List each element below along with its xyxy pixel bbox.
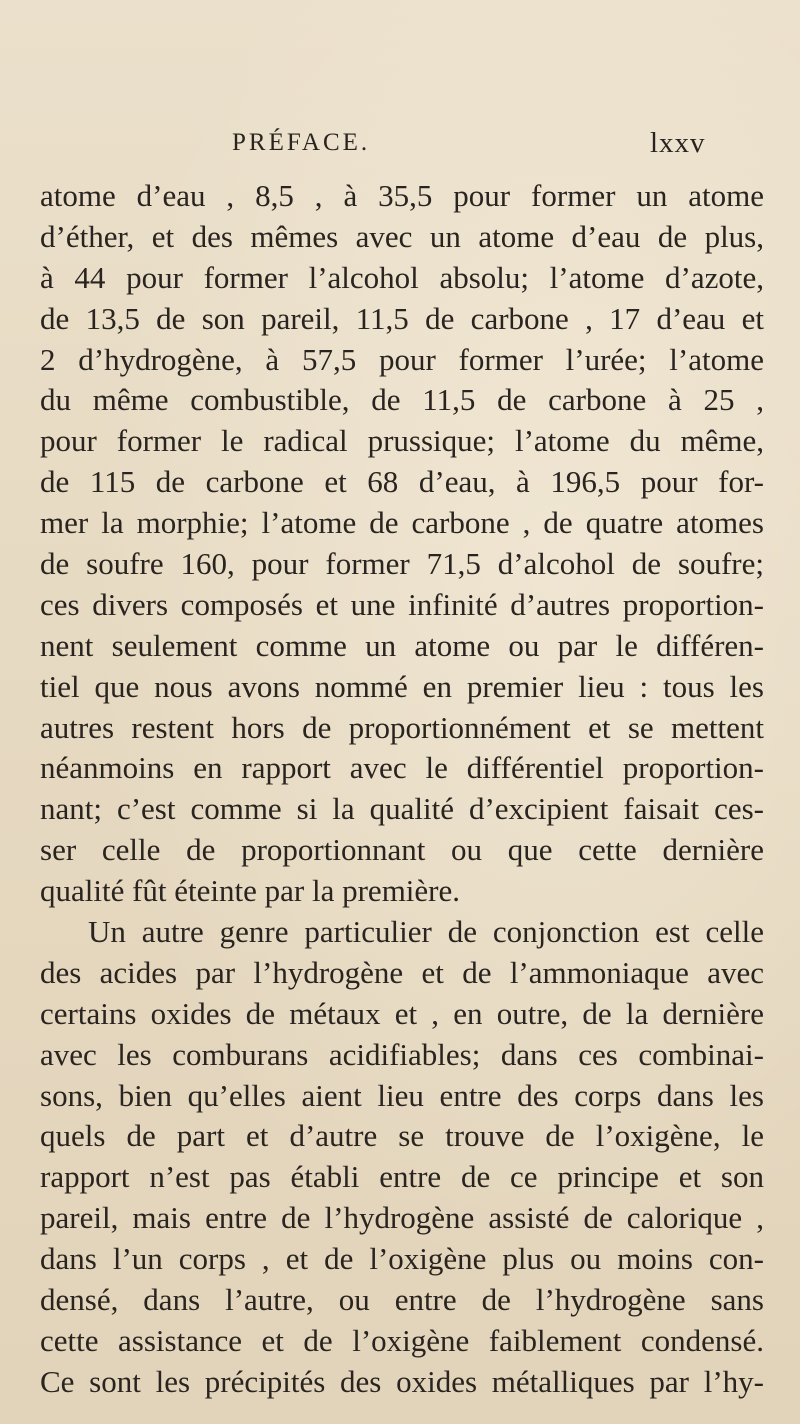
text-line: ser celle de proportionnant ou que cette dernière: [40, 832, 764, 868]
text-line: atome d’eau , 8,5 , à 35,5 pour former un atome: [40, 178, 764, 213]
text-line: densé, dans l’autre, ou entre de l’hydrogène sans: [40, 1282, 764, 1318]
text-line: cette assistance et de l’oxigène faiblement condensé.: [40, 1322, 764, 1358]
text-line: pareil, mais entre de l’hydrogène assisté de calorique ,: [40, 1200, 764, 1236]
text-line: du même combustible, de 11,5 de carbone à 25 ,: [40, 382, 764, 418]
text-line: mer la morphie; l’atome de carbone , de quatre atomes: [40, 505, 764, 541]
text-line: de 115 de carbone et 68 d’eau, à 196,5 pour for-: [40, 464, 764, 500]
paragraph-first-line: Un autre genre particulier de conjonction est celle: [88, 914, 764, 950]
text-line: autres restent hors de proportionnément et se mettent: [40, 709, 764, 745]
text-line: à 44 pour former l’alcohol absolu; l’atome d’azote,: [40, 259, 764, 295]
text-line: 2 d’hydrogène, à 57,5 pour former l’urée; l’atome: [40, 341, 764, 377]
body-text: [40, 176, 764, 1403]
text-line: ces divers composés et une infinité d’autres proportion-: [40, 586, 764, 622]
text-line: d’éther, et des mêmes avec un atome d’eau de plus,: [40, 218, 764, 254]
page-number: lxxv: [650, 127, 706, 159]
text-line: tiel que nous avons nommé en premier lieu : tous les: [40, 668, 764, 704]
text-line: nent seulement comme un atome ou par le différen-: [40, 627, 764, 663]
text-line: certains oxides de métaux et , en outre, de la dernière: [40, 995, 764, 1031]
text-line: sons, bien qu’elles aient lieu entre des corps dans les: [40, 1077, 764, 1113]
text-line: dans l’un corps , et de l’oxigène plus ou moins con-: [40, 1241, 764, 1277]
text-line: de 13,5 de son pareil, 11,5 de carbone , 17 d’eau et: [40, 300, 764, 336]
text-line: des acides par l’hydrogène et de l’ammoniaque avec: [40, 954, 764, 990]
paragraph-last-line: qualité fût éteinte par la première.: [40, 873, 461, 909]
text-line: quels de part et d’autre se trouve de l’oxigène, le: [40, 1118, 764, 1154]
running-title: PRÉFACE.: [232, 129, 371, 156]
page-header: [0, 125, 800, 165]
text-line: pour former le radical prussique; l’atome du même,: [40, 423, 764, 459]
text-line: rapport n’est pas établi entre de ce principe et son: [40, 1159, 764, 1195]
text-line: Ce sont les précipités des oxides métalliques par l’hy-: [40, 1363, 764, 1399]
text-line: nant; c’est comme si la qualité d’excipient faisait ces-: [40, 791, 764, 827]
text-line: avec les comburans acidifiables; dans ces combinai-: [40, 1036, 764, 1072]
text-line: de soufre 160, pour former 71,5 d’alcohol de soufre;: [40, 546, 764, 582]
text-line: néanmoins en rapport avec le différentiel proportion-: [40, 750, 764, 786]
